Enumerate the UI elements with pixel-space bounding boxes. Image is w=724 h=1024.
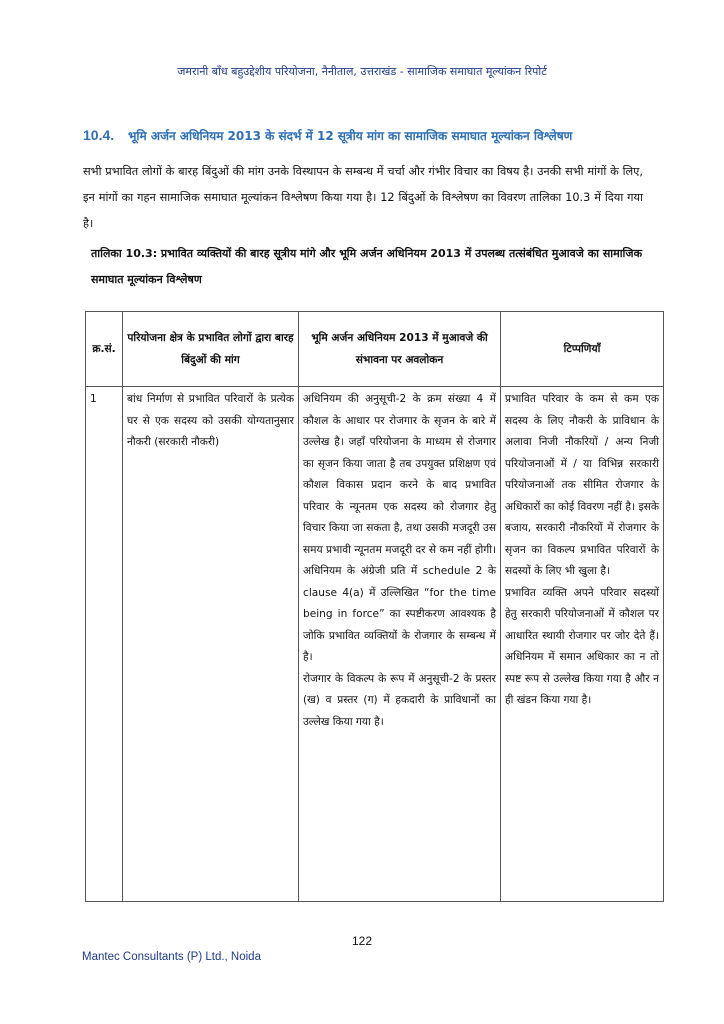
section-title: भूमि अर्जन अधिनियम 2013 के संदर्भ में 12 सूत्रीय मांग का सामाजिक समाघात मूल्यांकन विश्लेषण bbox=[128, 129, 573, 143]
header-serial-number: क्र.सं. bbox=[86, 312, 123, 387]
remarks-paragraph-1: प्रभावित परिवार के कम से कम एक सदस्य के लिए नौकरी के प्राविधान के अलावा निजी नौकरियों / अन्य निजी परियोजनाओं में / या विभिन्न सरकारी परियोजनाओं तक सीमित रोजगार के अधिकारों का कोई विवरण नहीं है। इसके बजाय, सरकारी नौकरियों में रोजगार के सृजन का विकल्प प्रभावित परिवारों के सदस्यों के लिए भी खुला है। bbox=[505, 393, 659, 577]
row-act-observation bbox=[299, 387, 501, 902]
section-heading bbox=[83, 127, 683, 144]
table-header-row bbox=[86, 312, 664, 387]
act-observation-paragraph-2: रोजगार के विकल्प के रूप में अनुसूची-2 के प्रस्तर (ख) व प्रस्तर (ग) में हकदारी के प्राविधानों का उल्लेख किया गया है। bbox=[303, 672, 496, 728]
footer-company: Mantec Consultants (P) Ltd., Noida bbox=[82, 951, 261, 963]
act-observation-paragraph-1: अधिनियम की अनुसूची-2 के क्रम संख्या 4 में कौशल के आधार पर रोजगार के सृजन के बारे में उल्लेख है। जहाँ परियोजना के माध्यम से रोजगार का सृजन किया जाता है तब उपयुक्त प्रशिक्षण एवं कौशल विकास प्रदान करने के बाद प्रभावित परिवार के न्यूनतम एक सदस्य को रोजगार हेतु विचार किया जा सकता है, तथा उसकी मजदूरी उस समय प्रभावी न्यूनतम मजदूरी दर से कम नहीं होगी। अधिनियम के अंग्रेजी प्रति में schedule 2 के clause 4(a) में उल्लिखित “for the time being in force” का स्पष्टीकरण आवश्यक है जोकि प्रभावित व्यक्तियों के रोजगार के सम्बन्ध में है। bbox=[303, 393, 496, 663]
row-demand: बांध निर्माण से प्रभावित परिवारों के प्रत्येक घर से एक सदस्य को उसकी योग्यतानुसार नौकरी (सरकारी नौकरी) bbox=[123, 387, 299, 902]
header-demand: परियोजना क्षेत्र के प्रभावित लोगों द्वारा बारह बिंदुओं की मांग bbox=[123, 312, 299, 387]
header-act-observation: भूमि अर्जन अधिनियम 2013 में मुआवजे की संभावना पर अवलोकन bbox=[299, 312, 501, 387]
intro-paragraph: सभी प्रभावित लोगों के बारह बिंदुओं की मांग उनके विस्थापन के सम्बन्ध में चर्चा और गंभीर विचार का विषय है। उनकी सभी मांगों के लिए, इन मांगों का गहन सामाजिक समाघात मूल्यांकन विश्लेषण किया गया है। 12 बिंदुओं के विश्लेषण का विवरण तालिका 10.3 में दिया गया है। bbox=[83, 165, 643, 230]
section-number: 10.4. bbox=[83, 127, 115, 143]
header-remarks: टिप्पणियाँ bbox=[501, 312, 664, 387]
row-remarks bbox=[501, 387, 664, 902]
remarks-paragraph-2: प्रभावित व्यक्ति अपने परिवार सदस्यों हेतु सरकारी परियोजनाओं में कौशल पर आधारित स्थायी रोजगार पर जोर देते हैं। अधिनियम में समान अधिकार का न तो स्पष्ट रूप से उल्लेख किया गया है और न ही खंडन किया गया है। bbox=[505, 586, 659, 706]
running-header: जमरानी बाँध बहुउद्देशीय परियोजना, नैनीताल, उत्तराखंड - सामाजिक समाघात मूल्यांकन रिपोर्ट bbox=[177, 65, 547, 78]
table-row bbox=[86, 387, 664, 902]
table-caption: तालिका 10.3: प्रभावित व्यक्तियों की बारह सूत्रीय मांगे और भूमि अर्जन अधिनियम 2013 में उपलब्ध तत्संबंधित मुआवजे का सामाजिक समाघात मूल्यांकन विश्लेषण bbox=[91, 247, 643, 286]
page-number: 122 bbox=[351, 934, 373, 948]
row-serial-number: 1 bbox=[86, 387, 123, 902]
demands-analysis-table bbox=[85, 311, 664, 902]
